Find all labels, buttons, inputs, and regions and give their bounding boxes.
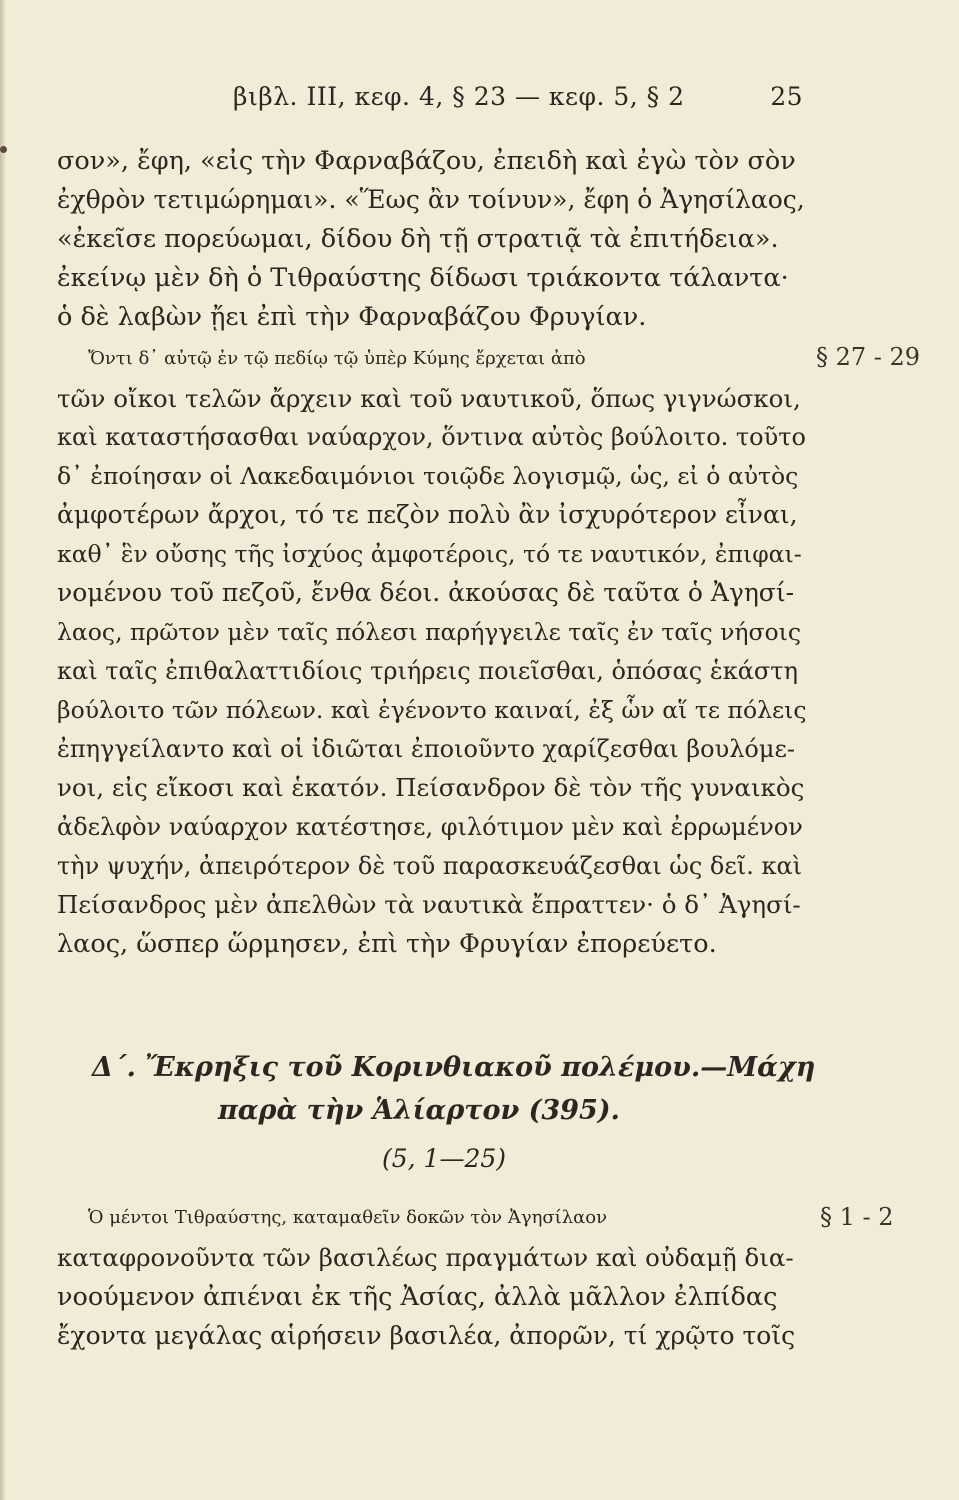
text-line: ἔχοντα μεγάλας αἱρήσειν βασιλέα, ἀπορῶν, τί χρῷτο τοῖς <box>57 1321 796 1350</box>
text-line: τὴν ψυχήν, ἀπειρότερον δὲ τοῦ παρασκευάζεσθαι ὡς δεῖ. καὶ <box>57 852 803 880</box>
running-header <box>233 82 803 111</box>
page-edge-shadow <box>0 0 6 1500</box>
section-title-line-2: παρὰ τὴν Ἁλίαρτον (395). <box>218 1095 620 1126</box>
margin-section-ref: § 27 - 29 <box>816 343 921 371</box>
text-line: λαος, πρῶτον μὲν ταῖς πόλεσι παρήγγειλε ταῖς ἐν ταῖς νήσοις <box>57 618 802 646</box>
text-line: καὶ ταῖς ἐπιθαλαττιδίοις τριήρεις ποιεῖσθαι, ὁπόσας ἑκάστη <box>57 657 798 685</box>
page-number: 25 <box>770 82 803 111</box>
text-line: ἀμφοτέρων ἄρχοι, τό τε πεζὸν πολὺ ἂν ἰσχυρότερον εἶναι, <box>57 500 798 529</box>
text-line: λαος, ὥσπερ ὥρμησεν, ἐπὶ τὴν Φρυγίαν ἐπορεύετο. <box>57 929 717 959</box>
running-title: βιβλ. ΙΙΙ, κεφ. 4, § 23 — κεφ. 5, § 2 <box>233 82 685 111</box>
text-line: νοι, εἰς εἴκοσι καὶ ἑκατόν. Πείσανδρον δὲ τὸν τῆς γυναικὸς <box>57 773 805 802</box>
text-line: καὶ καταστήσασθαι ναύαρχον, ὅντινα αὐτὸς βούλοιτο. τοῦτο <box>57 423 806 451</box>
margin-ink-dot <box>0 146 7 153</box>
section-title-line-1: Δ΄. Ἔκρηξις τοῦ Κορινθιακοῦ πολέμου.—Μάχη <box>92 1052 816 1083</box>
text-line: Ὁ μέντοι Τιθραύστης, καταμαθεῖν δοκῶν τὸν Ἀγησίλαον <box>88 1207 608 1228</box>
text-line: ἀδελφὸν ναύαρχον κατέστησε, φιλότιμον μὲν καὶ ἐρρωμένον <box>57 813 803 841</box>
text-line: καθ᾽ ἓν οὔσης τῆς ἰσχύος ἀμφοτέροις, τό τε ναυτικόν, ἐπιφαι- <box>57 540 802 568</box>
text-line: Ὄντι δ᾽ αὐτῷ ἐν τῷ πεδίῳ τῷ ὑπὲρ Κύμης ἔρχεται ἀπὸ <box>88 348 586 369</box>
text-line: Πείσανδρος μὲν ἀπελθὼν τὰ ναυτικὰ ἔπραττεν· ὁ δ᾽ Ἀγησί- <box>57 890 801 919</box>
section-reference: (5, 1—25) <box>382 1144 507 1173</box>
margin-section-ref: § 1 - 2 <box>820 1203 894 1231</box>
text-line: ἐπηγγείλαντο καὶ οἱ ἰδιῶται ἐποιοῦντο χαρίζεσθαι βουλόμε- <box>57 735 796 763</box>
text-line: τῶν οἴκοι τελῶν ἄρχειν καὶ τοῦ ναυτικοῦ, ὅπως γιγνώσκοι, <box>57 384 801 413</box>
text-line: καταφρονοῦντα τῶν βασιλέως πραγμάτων καὶ οὐδαμῇ δια- <box>57 1243 794 1272</box>
text-line: βούλοιτο τῶν πόλεων. καὶ ἐγένοντο καιναί, ἐξ ὧν αἵ τε πόλεις <box>57 696 807 724</box>
text-line: ἐκείνῳ μὲν δὴ ὁ Τιθραύστης δίδωσι τριάκοντα τάλαντα· <box>57 263 789 293</box>
text-line: νομένου τοῦ πεζοῦ, ἔνθα δέοι. ἀκούσας δὲ ταῦτα ὁ Ἀγησί- <box>57 578 795 607</box>
text-line: νοούμενον ἀπιέναι ἐκ τῆς Ἀσίας, ἀλλὰ μᾶλλον ἐλπίδας <box>57 1282 778 1312</box>
text-line: ὁ δὲ λαβὼν ᾔει ἐπὶ τὴν Φαρναβάζου Φρυγίαν. <box>57 302 647 332</box>
text-line: ἐχθρὸν τετιμώρημαι». «Ἕως ἂν τοίνυν», ἔφη ὁ Ἀγησίλαος, <box>57 185 805 214</box>
text-line: σον», ἔφη, «εἰς τὴν Φαρναβάζου, ἐπειδὴ καὶ ἐγὼ τὸν σὸν <box>57 146 796 176</box>
text-line: «ἐκεῖσε πορεύωμαι, δίδου δὴ τῇ στρατιᾷ τὰ ἐπιτήδεια». <box>57 224 779 254</box>
text-line: δ᾽ ἐποίησαν οἱ Λακεδαιμόνιοι τοιῷδε λογισμῷ, ὡς, εἰ ὁ αὐτὸς <box>57 462 799 490</box>
